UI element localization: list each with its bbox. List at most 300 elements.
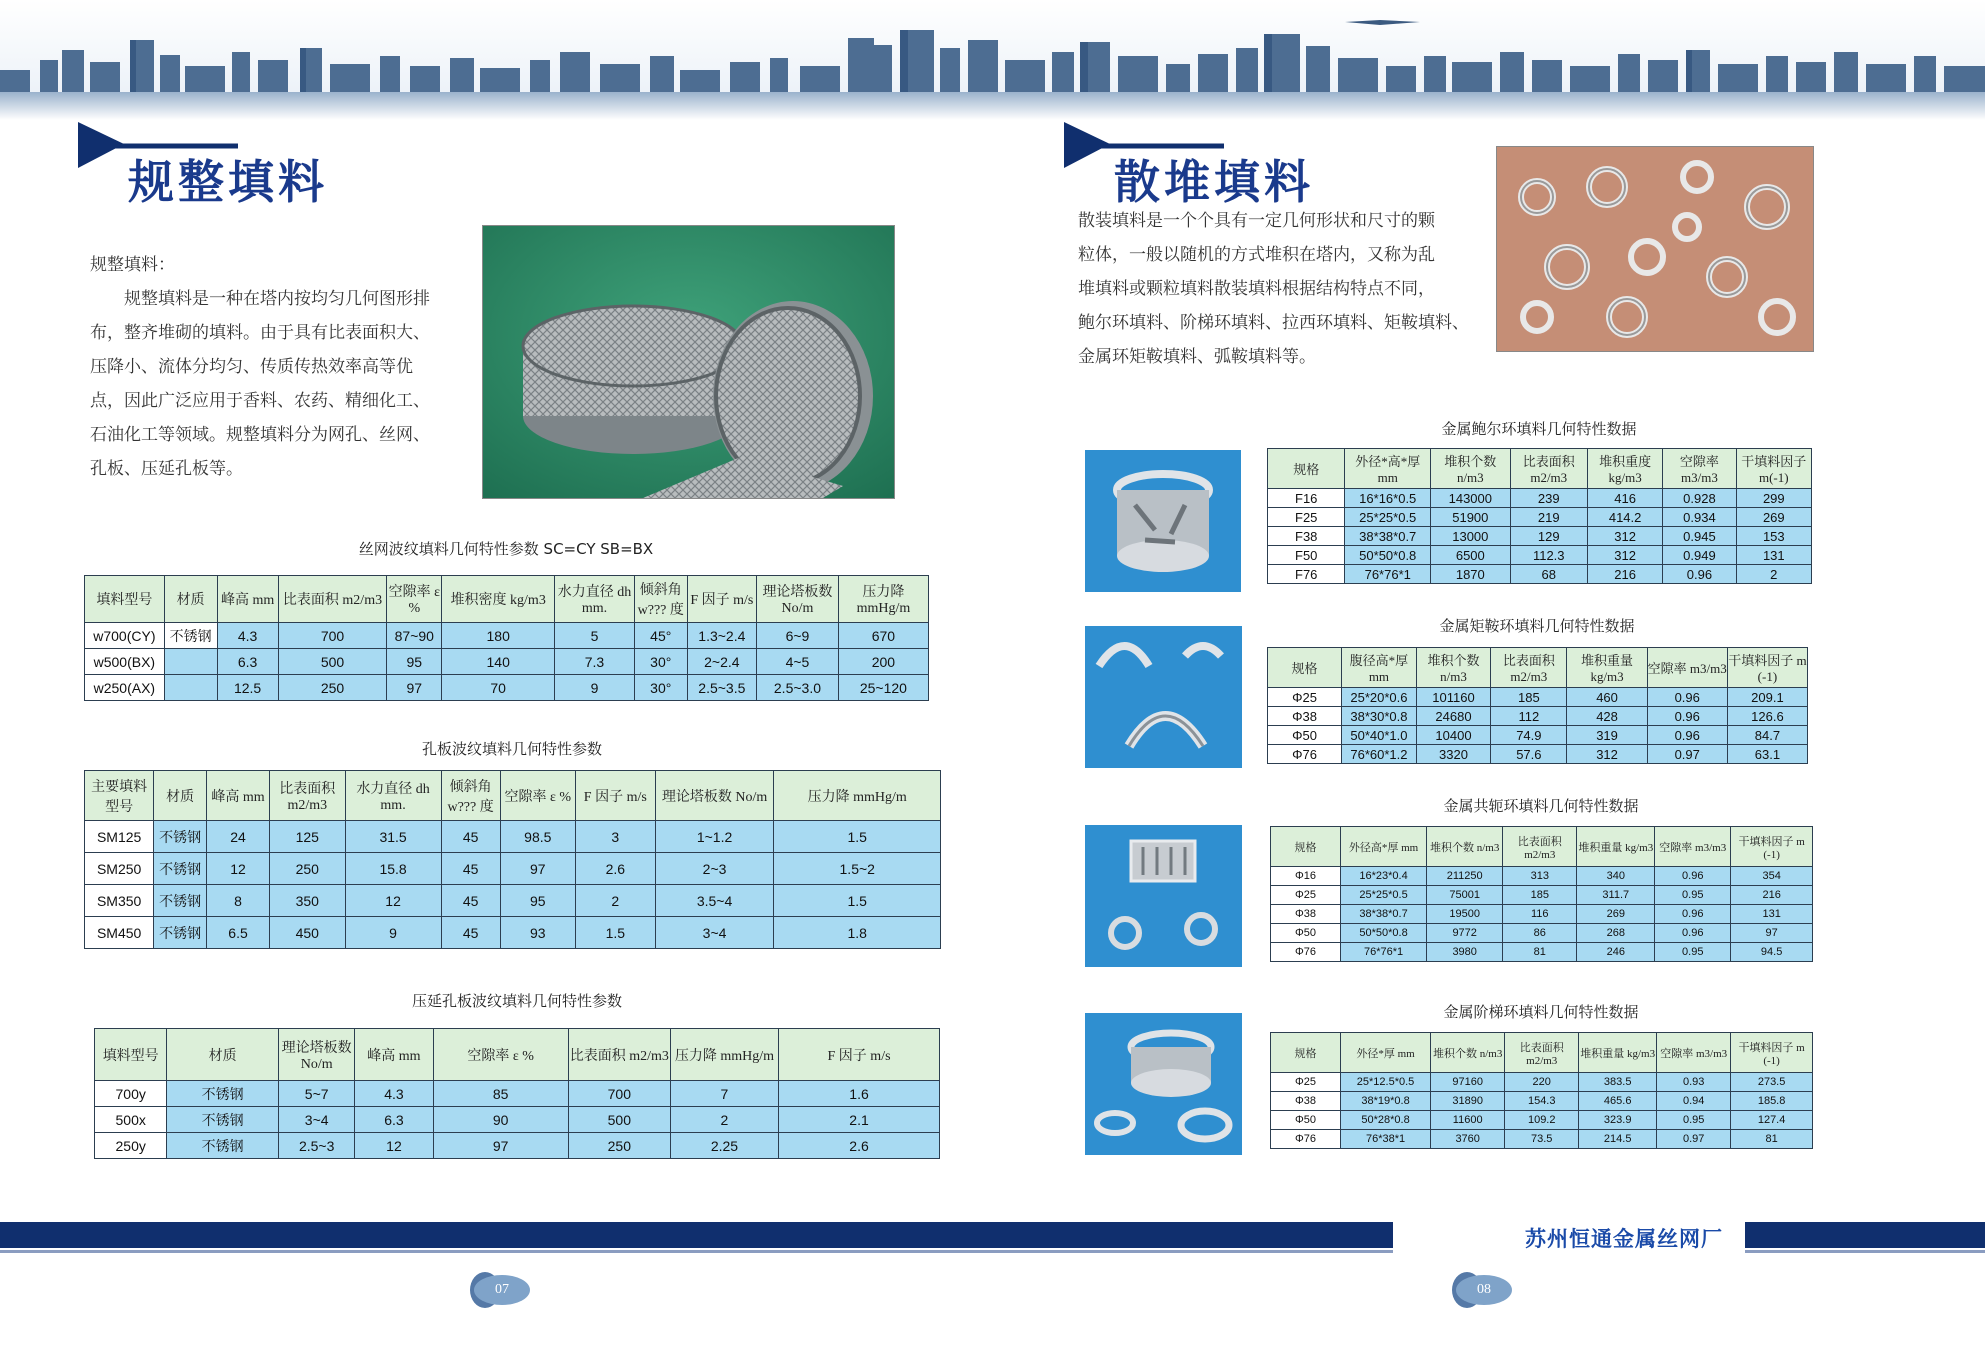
table-cell: 0.94 (1657, 1092, 1731, 1111)
table-row (1268, 489, 1812, 508)
table-cell: 25*20*0.6 (1342, 688, 1417, 707)
col-header: 堆积密度 kg/m3 (442, 576, 555, 623)
table-cell: 2.1 (779, 1107, 940, 1133)
footer-rule-right (1745, 1250, 1985, 1253)
table-cell: 6.5 (206, 917, 269, 949)
table-cell: 3320 (1416, 745, 1490, 764)
table-cell: 2 (1736, 565, 1811, 584)
col-header: 比表面积 m2/m3 (1491, 648, 1567, 688)
col-header: 材质 (167, 1029, 279, 1081)
table-cell: 1.5~2 (774, 853, 941, 885)
table-cell: 131 (1731, 905, 1813, 924)
col-header: 峰高 mm (355, 1029, 433, 1081)
table-cell: 75001 (1427, 886, 1503, 905)
col-header: 比表面积 m2/m3 (278, 576, 387, 623)
table4-pall-ring (1267, 448, 1812, 584)
table-cell: 312 (1567, 745, 1647, 764)
table-cell: 1.5 (774, 885, 941, 917)
table-cell: 209.1 (1727, 688, 1807, 707)
col-header: 填料型号 (95, 1029, 167, 1081)
table-cell: 465.6 (1579, 1092, 1657, 1111)
table-cell: 50*40*1.0 (1342, 726, 1417, 745)
col-header: 空隙率 m3/m3 (1663, 449, 1736, 489)
footer-bar-right (1745, 1222, 1985, 1248)
table-cell: 312 (1587, 527, 1662, 546)
table3-caption: 压延孔板波纹填料几何特性参数 (411, 992, 622, 1010)
table-cell: 0.97 (1657, 1130, 1731, 1149)
table-cell: 101160 (1416, 688, 1490, 707)
table-cell: 6~9 (757, 623, 839, 649)
table-cell: 8 (206, 885, 269, 917)
table-cell: 2.6 (779, 1133, 940, 1159)
col-header: F 因子 m/s (779, 1029, 940, 1081)
table-cell: 116 (1503, 905, 1577, 924)
table-cell: 0.934 (1663, 508, 1736, 527)
table-row (1271, 1111, 1813, 1130)
table-cell: 7 (670, 1081, 778, 1107)
left-page-title: 规整填料 (128, 155, 328, 209)
col-header: 峰高 mm (206, 771, 269, 821)
table-cell: 153 (1736, 527, 1811, 546)
table-cell: Φ50 (1271, 924, 1341, 943)
table-cell: 0.96 (1647, 726, 1727, 745)
table-cell: 340 (1577, 867, 1655, 886)
cascade-ring-photo (1085, 1013, 1242, 1155)
table-cell: 3980 (1427, 943, 1503, 962)
col-header: 倾斜角 w??? 度 (634, 576, 687, 623)
table-cell: 6500 (1431, 546, 1510, 565)
random-packing-photo (1496, 146, 1814, 352)
table-cell: 239 (1510, 489, 1587, 508)
col-header: 比表面积 m2/m3 (1505, 1033, 1579, 1073)
table-cell: 112 (1491, 707, 1567, 726)
table-cell: 180 (442, 623, 555, 649)
table-row (1268, 508, 1812, 527)
table-cell: 700y (95, 1081, 167, 1107)
table-cell: 268 (1577, 924, 1655, 943)
table-row (1271, 867, 1813, 886)
table-cell: 24 (206, 821, 269, 853)
table-row (1271, 1130, 1813, 1149)
col-header: 比表面积 m2/m3 (270, 771, 345, 821)
table-cell: 25*25*0.5 (1345, 508, 1431, 527)
table-cell: 250y (95, 1133, 167, 1159)
col-header: 堆积个数 n/m3 (1431, 449, 1510, 489)
table-row (85, 675, 929, 701)
table-row (1271, 886, 1813, 905)
table-cell: 45 (441, 885, 500, 917)
company-name: 苏州恒通金属丝网厂 (1525, 1227, 1723, 1251)
col-header: 干填料因子 m(-1) (1736, 449, 1811, 489)
table-cell: 25*12.5*0.5 (1340, 1073, 1430, 1092)
table-cell: 313 (1503, 867, 1577, 886)
table-cell: 95 (500, 885, 575, 917)
table-cell: 97 (1731, 924, 1813, 943)
table-cell: 1~1.2 (655, 821, 774, 853)
table-cell: 6.3 (217, 649, 278, 675)
table-cell: 76*60*1.2 (1342, 745, 1417, 764)
col-header: 空隙率 ε % (433, 1029, 568, 1081)
table-cell: 299 (1736, 489, 1811, 508)
table-cell: 2~3 (655, 853, 774, 885)
intro-line: 孔板、压延孔板等。 (90, 459, 243, 479)
table-row (1271, 1092, 1813, 1111)
table-cell: 51900 (1431, 508, 1510, 527)
table-cell: 45 (441, 917, 500, 949)
table7-caption: 金属阶梯环填料几何特性数据 (1443, 1003, 1639, 1021)
table-cell (164, 649, 217, 675)
col-header: 腹径高*厚 mm (1342, 648, 1417, 688)
table-cell: 273.5 (1731, 1073, 1813, 1092)
table-row (85, 853, 941, 885)
col-header: 堆积重度 kg/m3 (1587, 449, 1662, 489)
table-cell: 125 (270, 821, 345, 853)
table-cell: 0.96 (1647, 707, 1727, 726)
col-header: 空隙率 ε % (387, 576, 442, 623)
table-cell: 90 (433, 1107, 568, 1133)
table-cell: 38*19*0.8 (1340, 1092, 1430, 1111)
table-cell: 383.5 (1579, 1073, 1657, 1092)
table-cell: 不锈钢 (167, 1133, 279, 1159)
table-cell: 不锈钢 (154, 821, 207, 853)
table2-perforated-plate (84, 770, 941, 949)
right-page-title: 散堆填料 (1114, 155, 1314, 209)
structured-packing-photo (482, 225, 895, 499)
col-header: 空隙率 m3/m3 (1657, 1033, 1731, 1073)
table-row (1271, 924, 1813, 943)
table-cell: 269 (1736, 508, 1811, 527)
col-header: 外径高*厚 mm (1340, 827, 1426, 867)
table-cell: w250(AX) (85, 675, 165, 701)
table-cell: 250 (270, 853, 345, 885)
table-cell: Φ38 (1271, 905, 1341, 924)
table-cell: 38*38*0.7 (1345, 527, 1431, 546)
col-header: 比表面积 m2/m3 (568, 1029, 670, 1081)
table4-caption: 金属鲍尔环填料几何特性数据 (1441, 420, 1637, 438)
table-cell: 31890 (1431, 1092, 1505, 1111)
table-cell: 19500 (1427, 905, 1503, 924)
intalox-saddle-photo (1085, 626, 1242, 768)
table-row (1271, 943, 1813, 962)
table-cell: 30° (634, 649, 687, 675)
col-header: 压力降 mmHg/m (670, 1029, 778, 1081)
col-header: 压力降 mmHg/m (838, 576, 928, 623)
table-cell: 0.96 (1647, 688, 1727, 707)
table-cell: 109.2 (1505, 1111, 1579, 1130)
table-cell: 2 (576, 885, 656, 917)
footer-rule-left (0, 1250, 1393, 1253)
table-cell: 不锈钢 (167, 1107, 279, 1133)
table-cell: 2.5~3 (278, 1133, 354, 1159)
table-cell: 0.96 (1663, 565, 1736, 584)
table-cell: 0.96 (1655, 905, 1731, 924)
table-cell: 154.3 (1505, 1092, 1579, 1111)
intro-line: 堆填料或颗粒填料散装填料根据结构特点不同， (1078, 279, 1435, 299)
table-header-row (95, 1029, 940, 1081)
pall-ring-photo (1085, 450, 1241, 592)
table-cell: 70 (442, 675, 555, 701)
intro-line: 粒体，一般以随机的方式堆积在塔内，又称为乱 (1078, 245, 1435, 265)
table-cell: SM350 (85, 885, 154, 917)
table6-conjugate-ring (1270, 826, 1813, 962)
col-header: 堆积重量 kg/m3 (1567, 648, 1647, 688)
col-header: 空隙率 ε % (500, 771, 575, 821)
table-cell: Φ76 (1271, 1130, 1341, 1149)
table-cell: 3~4 (655, 917, 774, 949)
col-header: F 因子 m/s (687, 576, 756, 623)
table-row (85, 885, 941, 917)
intro-line: 散装填料是一个个具有一定几何形状和尺寸的颗 (1078, 211, 1435, 231)
table-cell: F25 (1268, 508, 1345, 527)
table-cell: 12 (345, 885, 441, 917)
table-cell: 2~2.4 (687, 649, 756, 675)
table-row (1268, 707, 1808, 726)
table-row (95, 1107, 940, 1133)
col-header: 倾斜角 w??? 度 (441, 771, 500, 821)
table-row (1268, 688, 1808, 707)
table-cell: 0.97 (1647, 745, 1727, 764)
table-row (85, 821, 941, 853)
table-row (1271, 1073, 1813, 1092)
table-cell: 5~7 (278, 1081, 354, 1107)
table-cell: 76*76*1 (1340, 943, 1426, 962)
table-cell: Φ76 (1268, 745, 1342, 764)
table-cell: 185 (1491, 688, 1567, 707)
col-header: 填料型号 (85, 576, 165, 623)
table-cell: 38*30*0.8 (1342, 707, 1417, 726)
table-row (85, 917, 941, 949)
table-cell: 185 (1503, 886, 1577, 905)
conjugate-ring-photo (1085, 825, 1242, 967)
table1-wire-mesh (84, 575, 929, 701)
col-header: 规格 (1271, 1033, 1341, 1073)
table-row (1268, 745, 1808, 764)
table-header-row (85, 771, 941, 821)
table-cell: 216 (1587, 565, 1662, 584)
col-header: 理论塔板数 No/m (278, 1029, 354, 1081)
col-header: 规格 (1268, 449, 1345, 489)
table-cell: 1.8 (774, 917, 941, 949)
table-cell: 3~4 (278, 1107, 354, 1133)
col-header: 理论塔板数 No/m (757, 576, 839, 623)
table-cell: 81 (1503, 943, 1577, 962)
col-header: 规格 (1271, 827, 1341, 867)
table-cell: 76*76*1 (1345, 565, 1431, 584)
table-cell: 98.5 (500, 821, 575, 853)
table-cell: 45° (634, 623, 687, 649)
col-header: F 因子 m/s (576, 771, 656, 821)
table-cell: w700(CY) (85, 623, 165, 649)
table-cell: 63.1 (1727, 745, 1807, 764)
table-cell: 24680 (1416, 707, 1490, 726)
intro-line: 金属环矩鞍填料、弧鞍填料等。 (1078, 347, 1316, 367)
table-cell: 127.4 (1731, 1111, 1813, 1130)
table-cell: 460 (1567, 688, 1647, 707)
col-header: 比表面积 m2/m3 (1503, 827, 1577, 867)
col-header: 堆积个数 n/m3 (1416, 648, 1490, 688)
table-cell: 250 (278, 675, 387, 701)
table-cell: 216 (1731, 886, 1813, 905)
table-row (85, 623, 929, 649)
table6-caption: 金属共轭环填料几何特性数据 (1443, 797, 1639, 815)
table-cell: 500 (568, 1107, 670, 1133)
intro-line: 点，因此广泛应用于香料、农药、精细化工、 (90, 391, 430, 411)
table-cell: 131 (1736, 546, 1811, 565)
table-cell: 700 (278, 623, 387, 649)
table-cell: 1.3~2.4 (687, 623, 756, 649)
table-row (1268, 565, 1812, 584)
table-cell: 6.3 (355, 1107, 433, 1133)
table-cell: 30° (634, 675, 687, 701)
intro-line: 规整填料是一种在塔内按均匀几何图形排 (124, 289, 430, 309)
col-header: 堆积个数 n/m3 (1427, 827, 1503, 867)
table-cell: 350 (270, 885, 345, 917)
page-number-right: 08 (1456, 1275, 1512, 1305)
table-cell: 10400 (1416, 726, 1490, 745)
intro-line: 鲍尔环填料、阶梯环填料、拉西环填料、矩鞍填料、 (1078, 313, 1469, 333)
table-cell: 250 (568, 1133, 670, 1159)
table-cell: 0.95 (1655, 886, 1731, 905)
table-cell: 214.5 (1579, 1130, 1657, 1149)
col-header: 比表面积 m2/m3 (1510, 449, 1587, 489)
col-header: 水力直径 dh mm. (555, 576, 635, 623)
col-header: 干填料因子 m (-1) (1731, 827, 1813, 867)
col-header: 堆积重量 kg/m3 (1577, 827, 1655, 867)
table-cell: 9 (555, 675, 635, 701)
col-header: 主要填料型号 (85, 771, 154, 821)
table-cell: 31.5 (345, 821, 441, 853)
table-cell: 246 (1577, 943, 1655, 962)
table-cell: 50*50*0.8 (1345, 546, 1431, 565)
table-cell: 不锈钢 (154, 917, 207, 949)
table-cell: 15.8 (345, 853, 441, 885)
table7-cascade-ring (1270, 1032, 1813, 1149)
col-header: 空隙率 m3/m3 (1647, 648, 1727, 688)
table-cell: 3 (576, 821, 656, 853)
table5-caption: 金属矩鞍环填料几何特性数据 (1439, 617, 1635, 635)
table-cell: Φ76 (1271, 943, 1341, 962)
table-cell: 84.7 (1727, 726, 1807, 745)
table-cell: 45 (441, 821, 500, 853)
table-cell: 94.5 (1731, 943, 1813, 962)
table-cell: SM125 (85, 821, 154, 853)
table-cell: F50 (1268, 546, 1345, 565)
intro-line: 石油化工等领域。规整填料分为网孔、丝网、 (90, 425, 430, 445)
table-cell: 97 (500, 853, 575, 885)
table-cell: 126.6 (1727, 707, 1807, 726)
table-cell: 74.9 (1491, 726, 1567, 745)
col-header: 压力降 mmHg/m (774, 771, 941, 821)
table-cell: Φ50 (1271, 1111, 1341, 1130)
table-cell: 50*28*0.8 (1340, 1111, 1430, 1130)
table-row (1268, 546, 1812, 565)
table-cell: 81 (1731, 1130, 1813, 1149)
table-cell: 97 (387, 675, 442, 701)
table-cell: Φ50 (1268, 726, 1342, 745)
col-header: 堆积个数 n/m3 (1431, 1033, 1505, 1073)
table-cell: 38*38*0.7 (1340, 905, 1426, 924)
table-cell: 不锈钢 (167, 1081, 279, 1107)
table-cell: 95 (387, 649, 442, 675)
table-cell: 354 (1731, 867, 1813, 886)
table-cell: 1.5 (576, 917, 656, 949)
col-header: 外径*高*厚 mm (1345, 449, 1431, 489)
table-cell: SM250 (85, 853, 154, 885)
table-cell: 311.7 (1577, 886, 1655, 905)
table-cell: 700 (568, 1081, 670, 1107)
table-cell: 11600 (1431, 1111, 1505, 1130)
table-cell: 323.9 (1579, 1111, 1657, 1130)
table-cell: 1.6 (779, 1081, 940, 1107)
table-cell: 670 (838, 623, 928, 649)
table-cell: 85 (433, 1081, 568, 1107)
table-cell: 319 (1567, 726, 1647, 745)
table-cell: 97160 (1431, 1073, 1505, 1092)
table-cell: 3760 (1431, 1130, 1505, 1149)
table-header-row (85, 576, 929, 623)
table-cell: Φ25 (1271, 886, 1341, 905)
table-cell: 97 (433, 1133, 568, 1159)
table-cell: 45 (441, 853, 500, 885)
col-header: 干填料因子 m (-1) (1727, 648, 1807, 688)
table-cell: 76*38*1 (1340, 1130, 1430, 1149)
table-header-row (1268, 449, 1812, 489)
col-header: 规格 (1268, 648, 1342, 688)
table-cell: Φ25 (1271, 1073, 1341, 1092)
table-cell: 93 (500, 917, 575, 949)
table-cell: 2 (670, 1107, 778, 1133)
left-intro-text (90, 282, 470, 486)
table-cell: 185.8 (1731, 1092, 1813, 1111)
table-cell: F76 (1268, 565, 1345, 584)
table-cell: 200 (838, 649, 928, 675)
col-header: 材质 (154, 771, 207, 821)
table-cell: 428 (1567, 707, 1647, 726)
table-cell: SM450 (85, 917, 154, 949)
table-cell: 16*23*0.4 (1340, 867, 1426, 886)
table-row (1268, 527, 1812, 546)
table-cell: 140 (442, 649, 555, 675)
table-cell: 5 (555, 623, 635, 649)
table-cell (164, 675, 217, 701)
table-cell: 9 (345, 917, 441, 949)
table-cell: Φ16 (1271, 867, 1341, 886)
left-intro-heading: 规整填料： (90, 255, 175, 275)
page-number-left: 07 (474, 1275, 530, 1305)
table-cell: 269 (1577, 905, 1655, 924)
table5-saddle-ring (1267, 647, 1808, 764)
table-row (1268, 726, 1808, 745)
table-cell: w500(BX) (85, 649, 165, 675)
table-cell: 73.5 (1505, 1130, 1579, 1149)
table-cell: Φ38 (1268, 707, 1342, 726)
col-header: 理论塔板数 No/m (655, 771, 774, 821)
table-header-row (1271, 827, 1813, 867)
table-cell: 129 (1510, 527, 1587, 546)
table-cell: Φ25 (1268, 688, 1342, 707)
table-cell: 68 (1510, 565, 1587, 584)
table-cell: 211250 (1427, 867, 1503, 886)
table-cell: 4.3 (355, 1081, 433, 1107)
table1-caption: 丝网波纹填料几何特性参数 SC=CY SB=BX (358, 540, 654, 558)
table-cell: 414.2 (1587, 508, 1662, 527)
col-header: 干填料因子 m (-1) (1731, 1033, 1813, 1073)
table-cell: 1.5 (774, 821, 941, 853)
table-row (95, 1133, 940, 1159)
table-cell: 12.5 (217, 675, 278, 701)
table-cell: 219 (1510, 508, 1587, 527)
col-header: 空隙率 m3/m3 (1655, 827, 1731, 867)
